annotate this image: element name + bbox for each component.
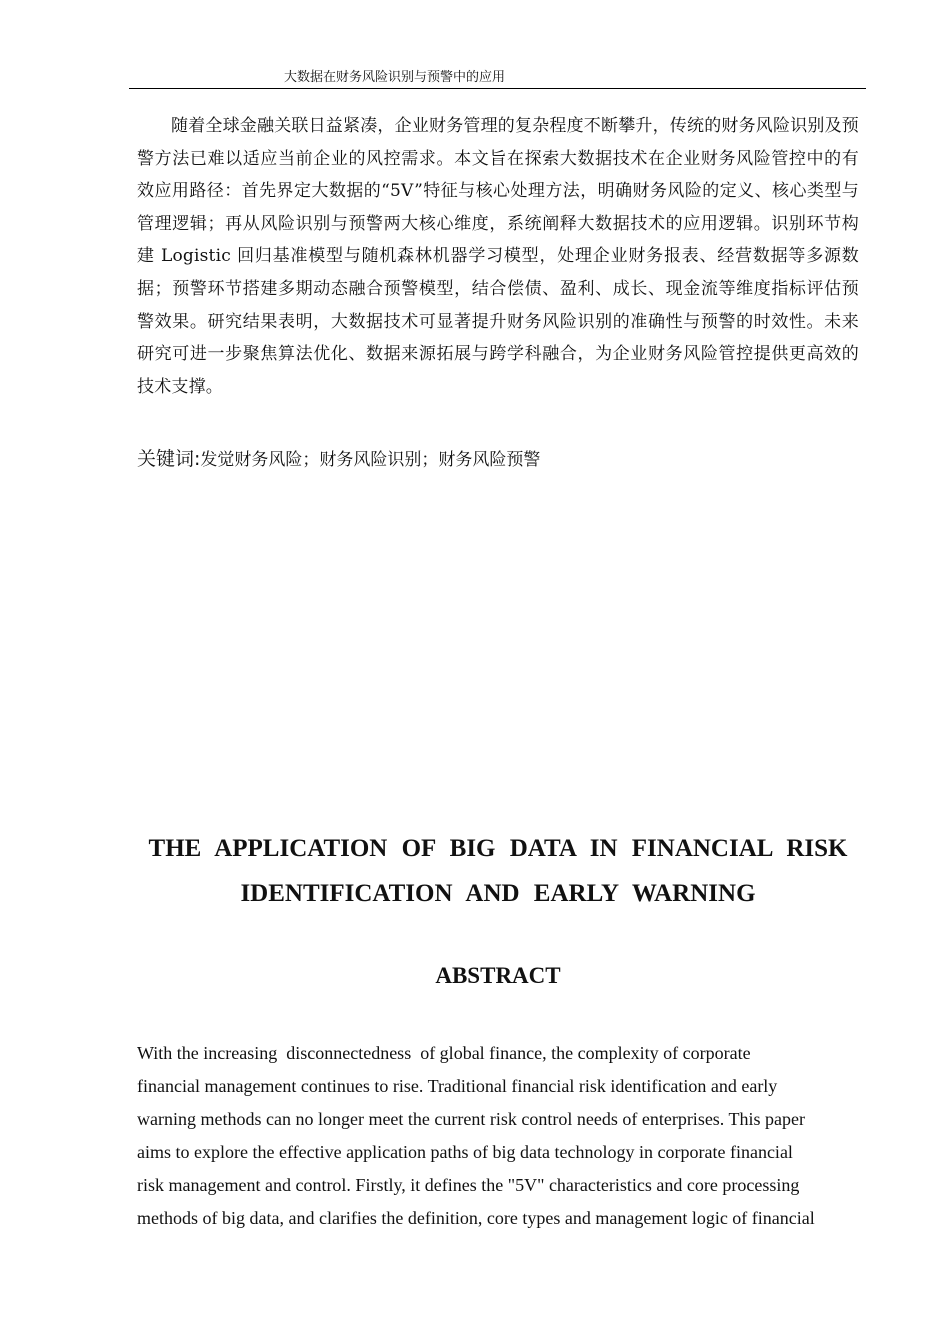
english-abstract-line: methods of big data, and clarifies the definition, core types and management logic of financial [137,1208,815,1228]
english-abstract-line: financial management continues to rise. Traditional financial risk identification and early [137,1076,778,1096]
english-abstract-line: aims to explore the effective application paths of big data technology in corporate financial [137,1142,793,1162]
running-header [129,68,866,89]
keywords-values: 发觉财务风险；财务风险识别；财务风险预警 [200,450,541,470]
english-abstract-line: With the increasing disconnectedness of global finance, the complexity of corporate [137,1043,751,1063]
english-abstract-line: warning methods can no longer meet the current risk control needs of enterprises. This paper [137,1109,805,1129]
english-title [137,826,859,916]
english-title-line-2: IDENTIFICATION AND EARLY WARNING [240,880,756,907]
english-abstract-line: risk management and control. Firstly, it defines the "5V" characteristics and core processing [137,1175,800,1195]
english-title-line-1: THE APPLICATION OF BIG DATA IN FINANCIAL RISK [148,835,848,862]
chinese-abstract-paragraph: 随着全球金融关联日益紧凑，企业财务管理的复杂程度不断攀升，传统的财务风险识别及预警方法已难以适应当前企业的风控需求。本文旨在探索大数据技术在企业财务风险管控中的有效应用路径：首先界定大数据的“5V”特征与核心处理方法，明确财务风险的定义、核心类型与管理逻辑；再从风险识别与预警两大核心维度，系统阐释大数据技术的应用逻辑。识别环节构建 Logistic 回归基准模型与随机森林机器学习模型，处理企业财务报表、经营数据等多源数据；预警环节搭建多期动态融合预警模型，结合偿债、盈利、成长、现金流等维度指标评估预警效果。研究结果表明，大数据技术可显著提升财务风险识别的准确性与预警的时效性。未来研究可进一步聚焦算法优化、数据来源拓展与跨学科融合，为企业财务风险管控提供更高效的技术支撑。 [137,116,859,397]
english-abstract-paragraph [137,1037,859,1235]
abstract-heading: ABSTRACT [435,963,561,988]
running-header-title: 大数据在财务风险识别与预警中的应用 [284,70,506,85]
chinese-keywords [137,444,859,475]
keywords-label: 关键词: [137,448,201,470]
